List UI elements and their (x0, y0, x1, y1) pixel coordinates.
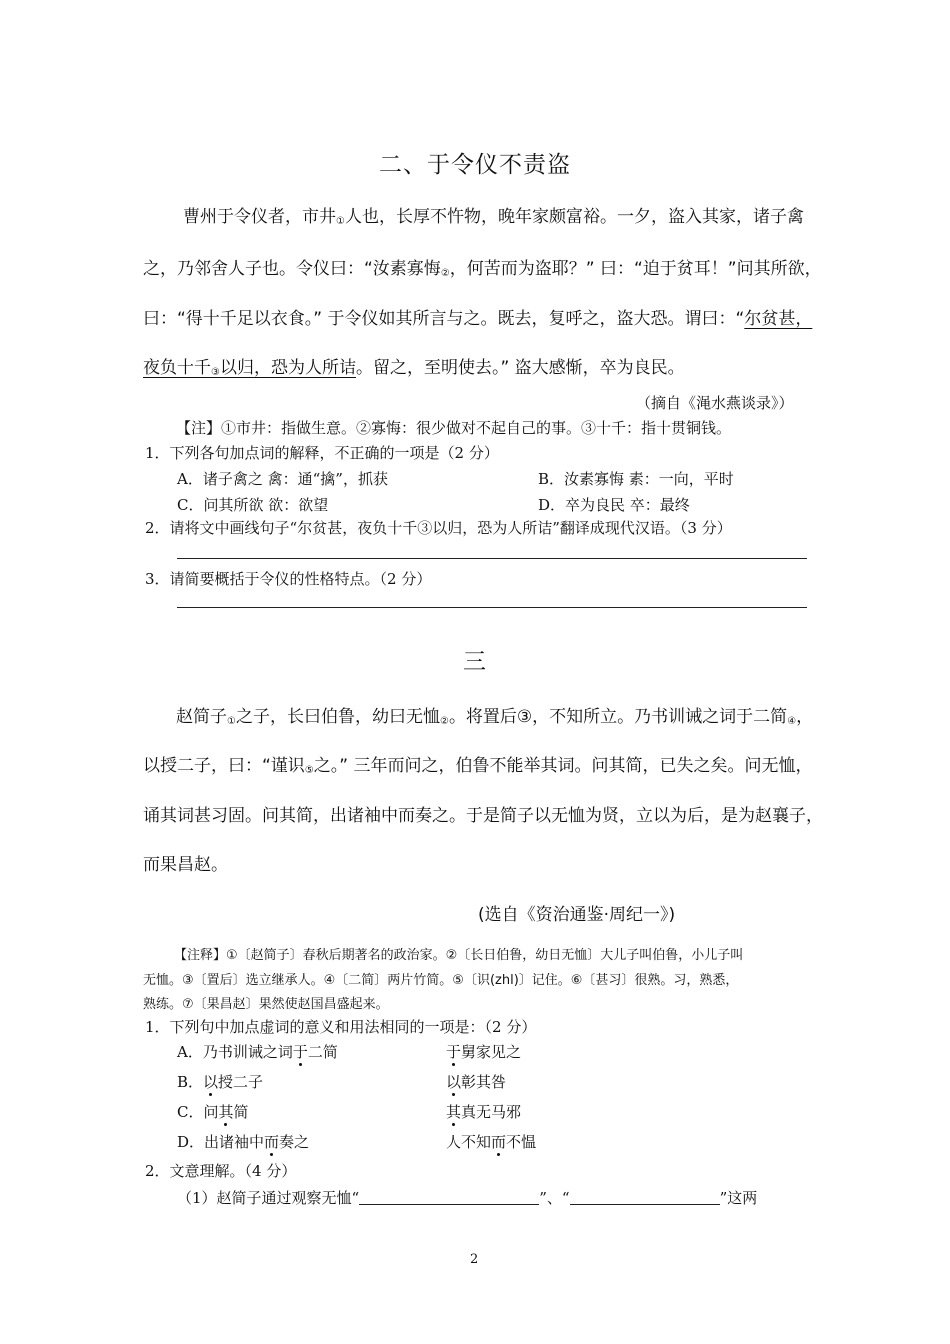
question-1: 1．下列各句加点词的解释，不正确的一项是（2 分） (145, 444, 499, 462)
option-b-compare: 以彰其咎 (446, 1073, 507, 1091)
option-a-compare: 于舅家见之 (446, 1043, 522, 1061)
passage-line: 夜负十千$_③$以归，恐为人所诘。留之，至明使去。” 盗大感惭，卒为良民。 (143, 358, 685, 378)
annotation-note: 无恤。③〔置后〕选立继承人。④〔二简〕两片竹简。⑤〔识(zhl)〕记住。⑥〔甚习〕很熟。习，熟悉， (143, 973, 739, 988)
question-3: 3．请简要概括于令仪的性格特点。（2 分） (145, 570, 432, 588)
option-d: D．出诸袖中而奏之 (177, 1133, 310, 1151)
question-1: 1．下列句中加点虚词的意义和用法相同的一项是：（2 分） (145, 1018, 537, 1036)
passage-line: 诵其词甚习固。问其简，出诸袖中而奏之。于是简子以无恤为贤，立以为后，是为赵襄子， (143, 806, 823, 826)
option-d: D．卒为良民 卒：最终 (538, 496, 690, 514)
option-b: B．以授二子 (177, 1073, 264, 1091)
answer-blank[interactable] (359, 1190, 539, 1205)
source-citation: （摘自《渑水燕谈录》） (636, 394, 794, 412)
passage-line: 曹州于令仪者，市井$_①$人也，长厚不忤物，晚年家颇富裕。一夕，盗入其家，诸子禽 (183, 207, 804, 227)
option-c: C．问其所欲 欲：欲望 (177, 496, 329, 514)
page-number: 2 (470, 1252, 479, 1267)
passage-line: 而果昌赵。 (143, 855, 228, 875)
section-title: 二、于令仪不责盗 (379, 152, 571, 178)
annotation-note: 【注释】①〔赵简子〕春秋后期著名的政治家。②〔长日伯鲁，幼日无恤〕大儿子叫伯鲁，小儿子叫 (174, 948, 744, 963)
annotation-note: 熟练。⑦〔果昌赵〕果然使赵国昌盛起来。 (143, 997, 389, 1012)
answer-line[interactable] (177, 558, 807, 559)
passage-line: 以授二子，曰：“谨识$_⑤$之。” 三年而问之，伯鲁不能举其词。问其简，已失之矣。问无恤， (143, 756, 813, 776)
passage-line: 之，乃邻舍人子也。令仪曰：“汝素寡悔$_②$，何苦而为盗耶？” 曰：“迫于贫耳！”问其所欲， (143, 259, 822, 279)
question-2: 2．文意理解。（4 分） (145, 1162, 297, 1180)
passage-line: 赵简子$_①$之子，长曰伯鲁，幼曰无恤$_②$。将置后③，不知所立。乃书训诫之词于二简$_④$， (176, 707, 814, 727)
option-a: A．乃书训诫之词于二简 (177, 1043, 338, 1061)
option-a: A．诸子禽之 禽：通“擒”，抓获 (177, 470, 388, 488)
option-c: C．问其简 (177, 1103, 249, 1121)
answer-line[interactable] (177, 607, 807, 608)
question-2-1: （1）赵简子通过观察无恤“ ”、“ ”这两 (177, 1189, 758, 1207)
option-c-compare: 其真无马邪 (446, 1103, 522, 1121)
source-citation: (选自《资治通鉴·周纪一》) (478, 905, 676, 925)
answer-blank[interactable] (570, 1190, 720, 1205)
section-title: 三 (463, 649, 487, 675)
option-b: B．汝素寡悔 素：一向，平时 (538, 470, 734, 488)
passage-line: 曰：“得十千足以衣食。” 于令仪如其所言与之。既去，复呼之，盗大恐。谓曰：“尔贫甚， (143, 309, 813, 329)
question-2: 2．请将文中画线句子“尔贫甚，夜负十千③以归，恐为人所诘”翻译成现代汉语。（3 分） (145, 519, 732, 537)
option-d-compare: 人不知而不愠 (446, 1133, 537, 1151)
annotation-note: 【注】①市井：指做生意。②寡悔：很少做对不起自己的事。③十千：指十贯铜钱。 (176, 419, 732, 437)
